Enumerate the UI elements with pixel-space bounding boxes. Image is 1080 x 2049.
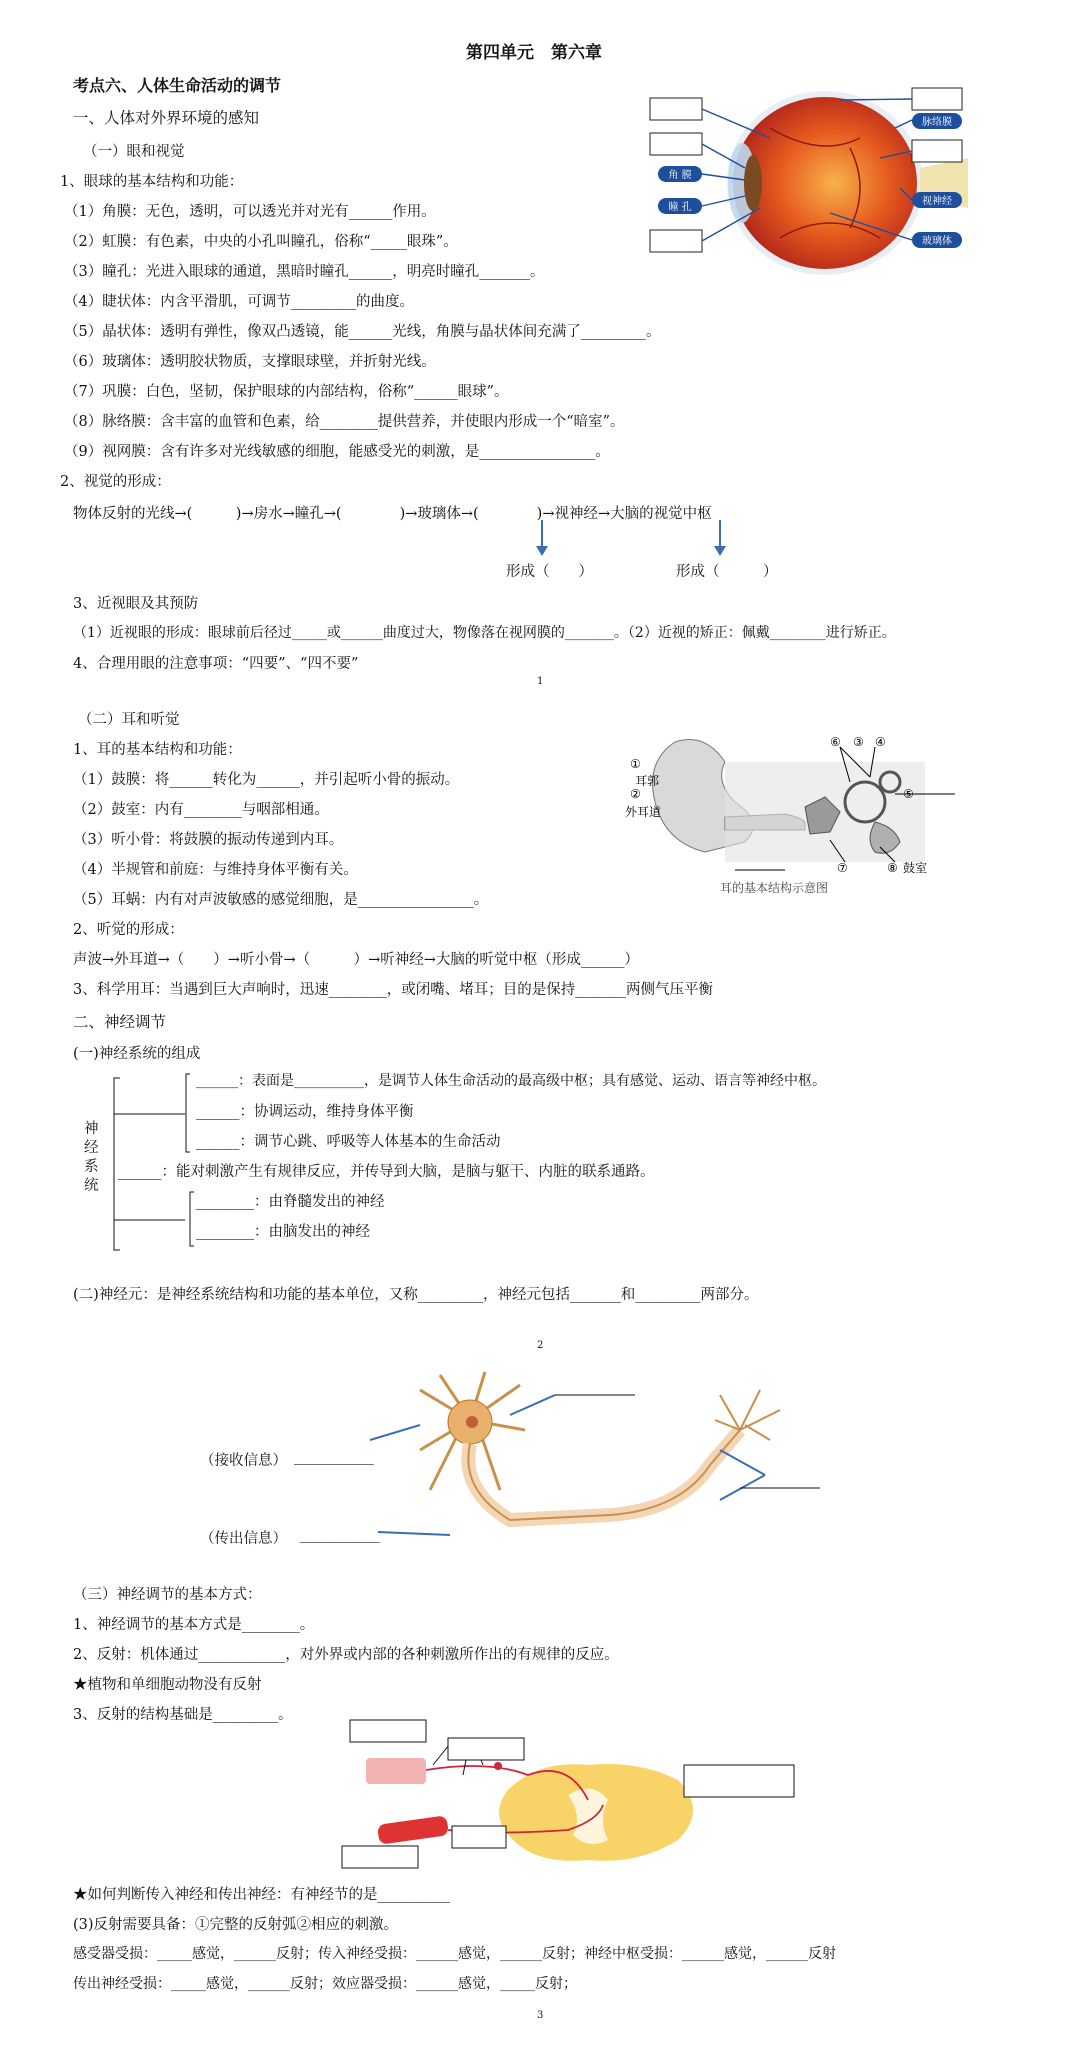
page-number-1: 1 xyxy=(537,676,544,687)
reflex-need: (3)反射需要具备：①完整的反射弧②相应的刺激。 xyxy=(73,1917,399,1933)
judge-nerve: ★如何判断传入神经和传出神经：有神经节的是__________ xyxy=(73,1887,450,1903)
cranial-nerve-row: ________：由脑发出的神经 xyxy=(196,1224,370,1240)
page-number-3: 3 xyxy=(537,2010,544,2021)
ear-item-2: （2）鼓室：内有________与咽部相通。 xyxy=(73,802,329,818)
page-title: 第四单元 第六章 xyxy=(466,43,602,63)
nervous-comp-title: (一)神经系统的组成 xyxy=(73,1046,201,1062)
damage-line-1: 感受器受损：_____感觉，______反射；传入神经受损：______感觉，______反射；神经中枢受损：______感觉，______反射 xyxy=(73,1946,836,1962)
label-tongkong: 瞳 孔 xyxy=(668,202,692,213)
ear-label-erkuo: 耳郭 xyxy=(635,774,660,788)
ear-label-8: ⑧ xyxy=(887,861,898,875)
vision-title: 2、视觉的形成： xyxy=(60,474,171,490)
vision-arrows xyxy=(530,518,750,558)
eye-item-1: （1）角膜：无色，透明，可以透光并对光有______作用。 xyxy=(64,204,436,220)
regulation-title: （三）神经调节的基本方式： xyxy=(73,1587,262,1603)
form-vision-2: 形成（ ） xyxy=(676,564,778,580)
ear-structure-title: 1、耳的基本结构和功能： xyxy=(73,742,242,758)
vision-flow: 物体反射的光线→( )→房水→瞳孔→( )→玻璃体→( )→视神经→大脑的视觉中枢 xyxy=(73,506,712,522)
brainstem-row: ______：调节心跳、呼吸等人体基本的生命活动 xyxy=(196,1134,501,1150)
neuron-text: (二)神经元：是神经系统结构和功能的基本单位，又称_________，神经元包括_______和_________两部分。 xyxy=(73,1287,759,1303)
eye-item-7: （7）巩膜：白色，坚韧，保护眼球的内部结构，俗称“______眼球”。 xyxy=(64,384,509,400)
section2-title: 二、神经调节 xyxy=(73,1013,167,1031)
system-char-1: 神 xyxy=(84,1121,99,1137)
eye-item-3: （3）瞳孔：光进入眼球的通道，黑暗时瞳孔______，明亮时瞳孔_______。 xyxy=(64,264,545,280)
ear-label-7: ⑦ xyxy=(837,861,848,875)
ear-item-1: （1）鼓膜：将______转化为______，并引起听小骨的振动。 xyxy=(73,772,460,788)
eye-heading: （一）眼和视觉 xyxy=(83,144,185,160)
label-shishenjing: 视神经 xyxy=(922,196,952,207)
regulation-item-2: 2、反射：机体通过____________，对外界或内部的各种刺激所作出的有规律的反应。 xyxy=(73,1647,619,1663)
eye-label-lines xyxy=(650,88,970,278)
subsection-title: 一、人体对外界环境的感知 xyxy=(73,109,260,127)
ear-item-4: （4）半规管和前庭：与维持身体平衡有关。 xyxy=(73,862,358,878)
cerebellum-row: ______：协调运动，维持身体平衡 xyxy=(196,1104,414,1120)
eye-item-6: （6）玻璃体：透明胶状物质，支撑眼球壁，并折射光线。 xyxy=(64,354,436,370)
reflex-arc-diagram xyxy=(338,1720,808,1880)
myopia-title: 3、近视眼及其预防 xyxy=(73,596,199,612)
system-char-3: 系 xyxy=(84,1159,99,1175)
ear-label-5: ⑤ xyxy=(903,787,914,801)
ear-label-3: ③ xyxy=(853,735,864,749)
eye-care: 4、合理用眼的注意事项：“四要”、“四不要” xyxy=(73,656,359,672)
label-mailuomo: 脉络膜 xyxy=(922,117,952,128)
system-char-4: 统 xyxy=(84,1178,99,1194)
ear-diagram xyxy=(625,722,975,897)
regulation-item-1: 1、神经调节的基本方式是________。 xyxy=(73,1617,315,1633)
spinal-row: ______：能对刺激产生有规律反应，并传导到大脑，是脑与躯干、内脏的联系通路。 xyxy=(118,1164,655,1180)
eye-structure-title: 1、眼球的基本结构和功能： xyxy=(60,174,244,190)
ear-protect: 3、科学用耳：当遇到巨大声响时，迅速________，或闭嘴、堵耳；目的是保持_______两侧气压平衡 xyxy=(73,982,713,998)
ear-label-4: ④ xyxy=(875,735,886,749)
ear-item-3: （3）听小骨：将鼓膜的振动传递到内耳。 xyxy=(73,832,344,848)
eye-item-2: （2）虹膜：有色素，中央的小孔叫瞳孔，俗称“_____眼珠”。 xyxy=(64,234,458,250)
page-number-2: 2 xyxy=(537,1340,544,1351)
eye-item-5: （5）晶状体：透明有弹性，像双凸透镜，能______光线，角膜与晶状体间充满了_________。 xyxy=(64,324,661,340)
eye-item-4: （4）睫状体：内含平滑肌，可调节_________的曲度。 xyxy=(64,294,414,310)
section-title: 考点六、人体生命活动的调节 xyxy=(73,76,282,95)
hearing-title: 2、听觉的形成： xyxy=(73,922,184,938)
hearing-flow: 声波→外耳道→（ ）→听小骨→（ ）→听神经→大脑的听觉中枢（形成______） xyxy=(73,952,639,968)
ear-heading: （二）耳和听觉 xyxy=(78,712,180,728)
ear-label-6: ⑥ xyxy=(830,735,841,749)
form-vision-1: 形成（ ） xyxy=(506,564,593,580)
label-boliti: 玻璃体 xyxy=(922,236,952,247)
spinal-nerve-row: ________：由脊髓发出的神经 xyxy=(196,1194,385,1210)
system-char-2: 经 xyxy=(84,1140,99,1156)
damage-line-2: 传出神经受损：_____感觉，______反射；效应器受损：______感觉，_____反射； xyxy=(73,1976,577,1992)
ear-label-waierdao: 外耳道 xyxy=(625,805,662,819)
receive-info-label: （接收信息） xyxy=(200,1453,287,1469)
ear-label-1: ① xyxy=(630,757,641,771)
send-info-label: （传出信息） xyxy=(200,1531,287,1547)
label-jiaomo: 角 膜 xyxy=(668,170,692,181)
ear-label-gushi: 鼓室 xyxy=(903,861,928,875)
ear-label-2: ② xyxy=(630,787,641,801)
eye-item-9: （9）视网膜：含有许多对光线敏感的细胞，能感受光的刺激，是________________。 xyxy=(64,444,610,460)
myopia-text: （1）近视眼的形成：眼球前后径过_____或______曲度过大，物像落在视网膜的_______。（2）近视的矫正：佩戴________进行矫正。 xyxy=(73,625,896,641)
ear-diagram-caption: 耳的基本结构示意图 xyxy=(720,881,829,895)
regulation-item-3: ★植物和单细胞动物没有反射 xyxy=(73,1677,262,1693)
neuron-diagram xyxy=(360,1370,830,1550)
brain-row: ______：表面是__________，是调节人体生命活动的最高级中枢；具有感觉、运动、语言等神经中枢。 xyxy=(196,1073,826,1089)
eye-item-8: （8）脉络膜：含丰富的血管和色素，给________提供营养，并使眼内形成一个“暗室”。 xyxy=(64,414,625,430)
ear-item-5: （5）耳蜗：内有对声波敏感的感觉细胞，是________________。 xyxy=(73,892,489,908)
regulation-item-4: 3、反射的结构基础是_________。 xyxy=(73,1707,293,1723)
